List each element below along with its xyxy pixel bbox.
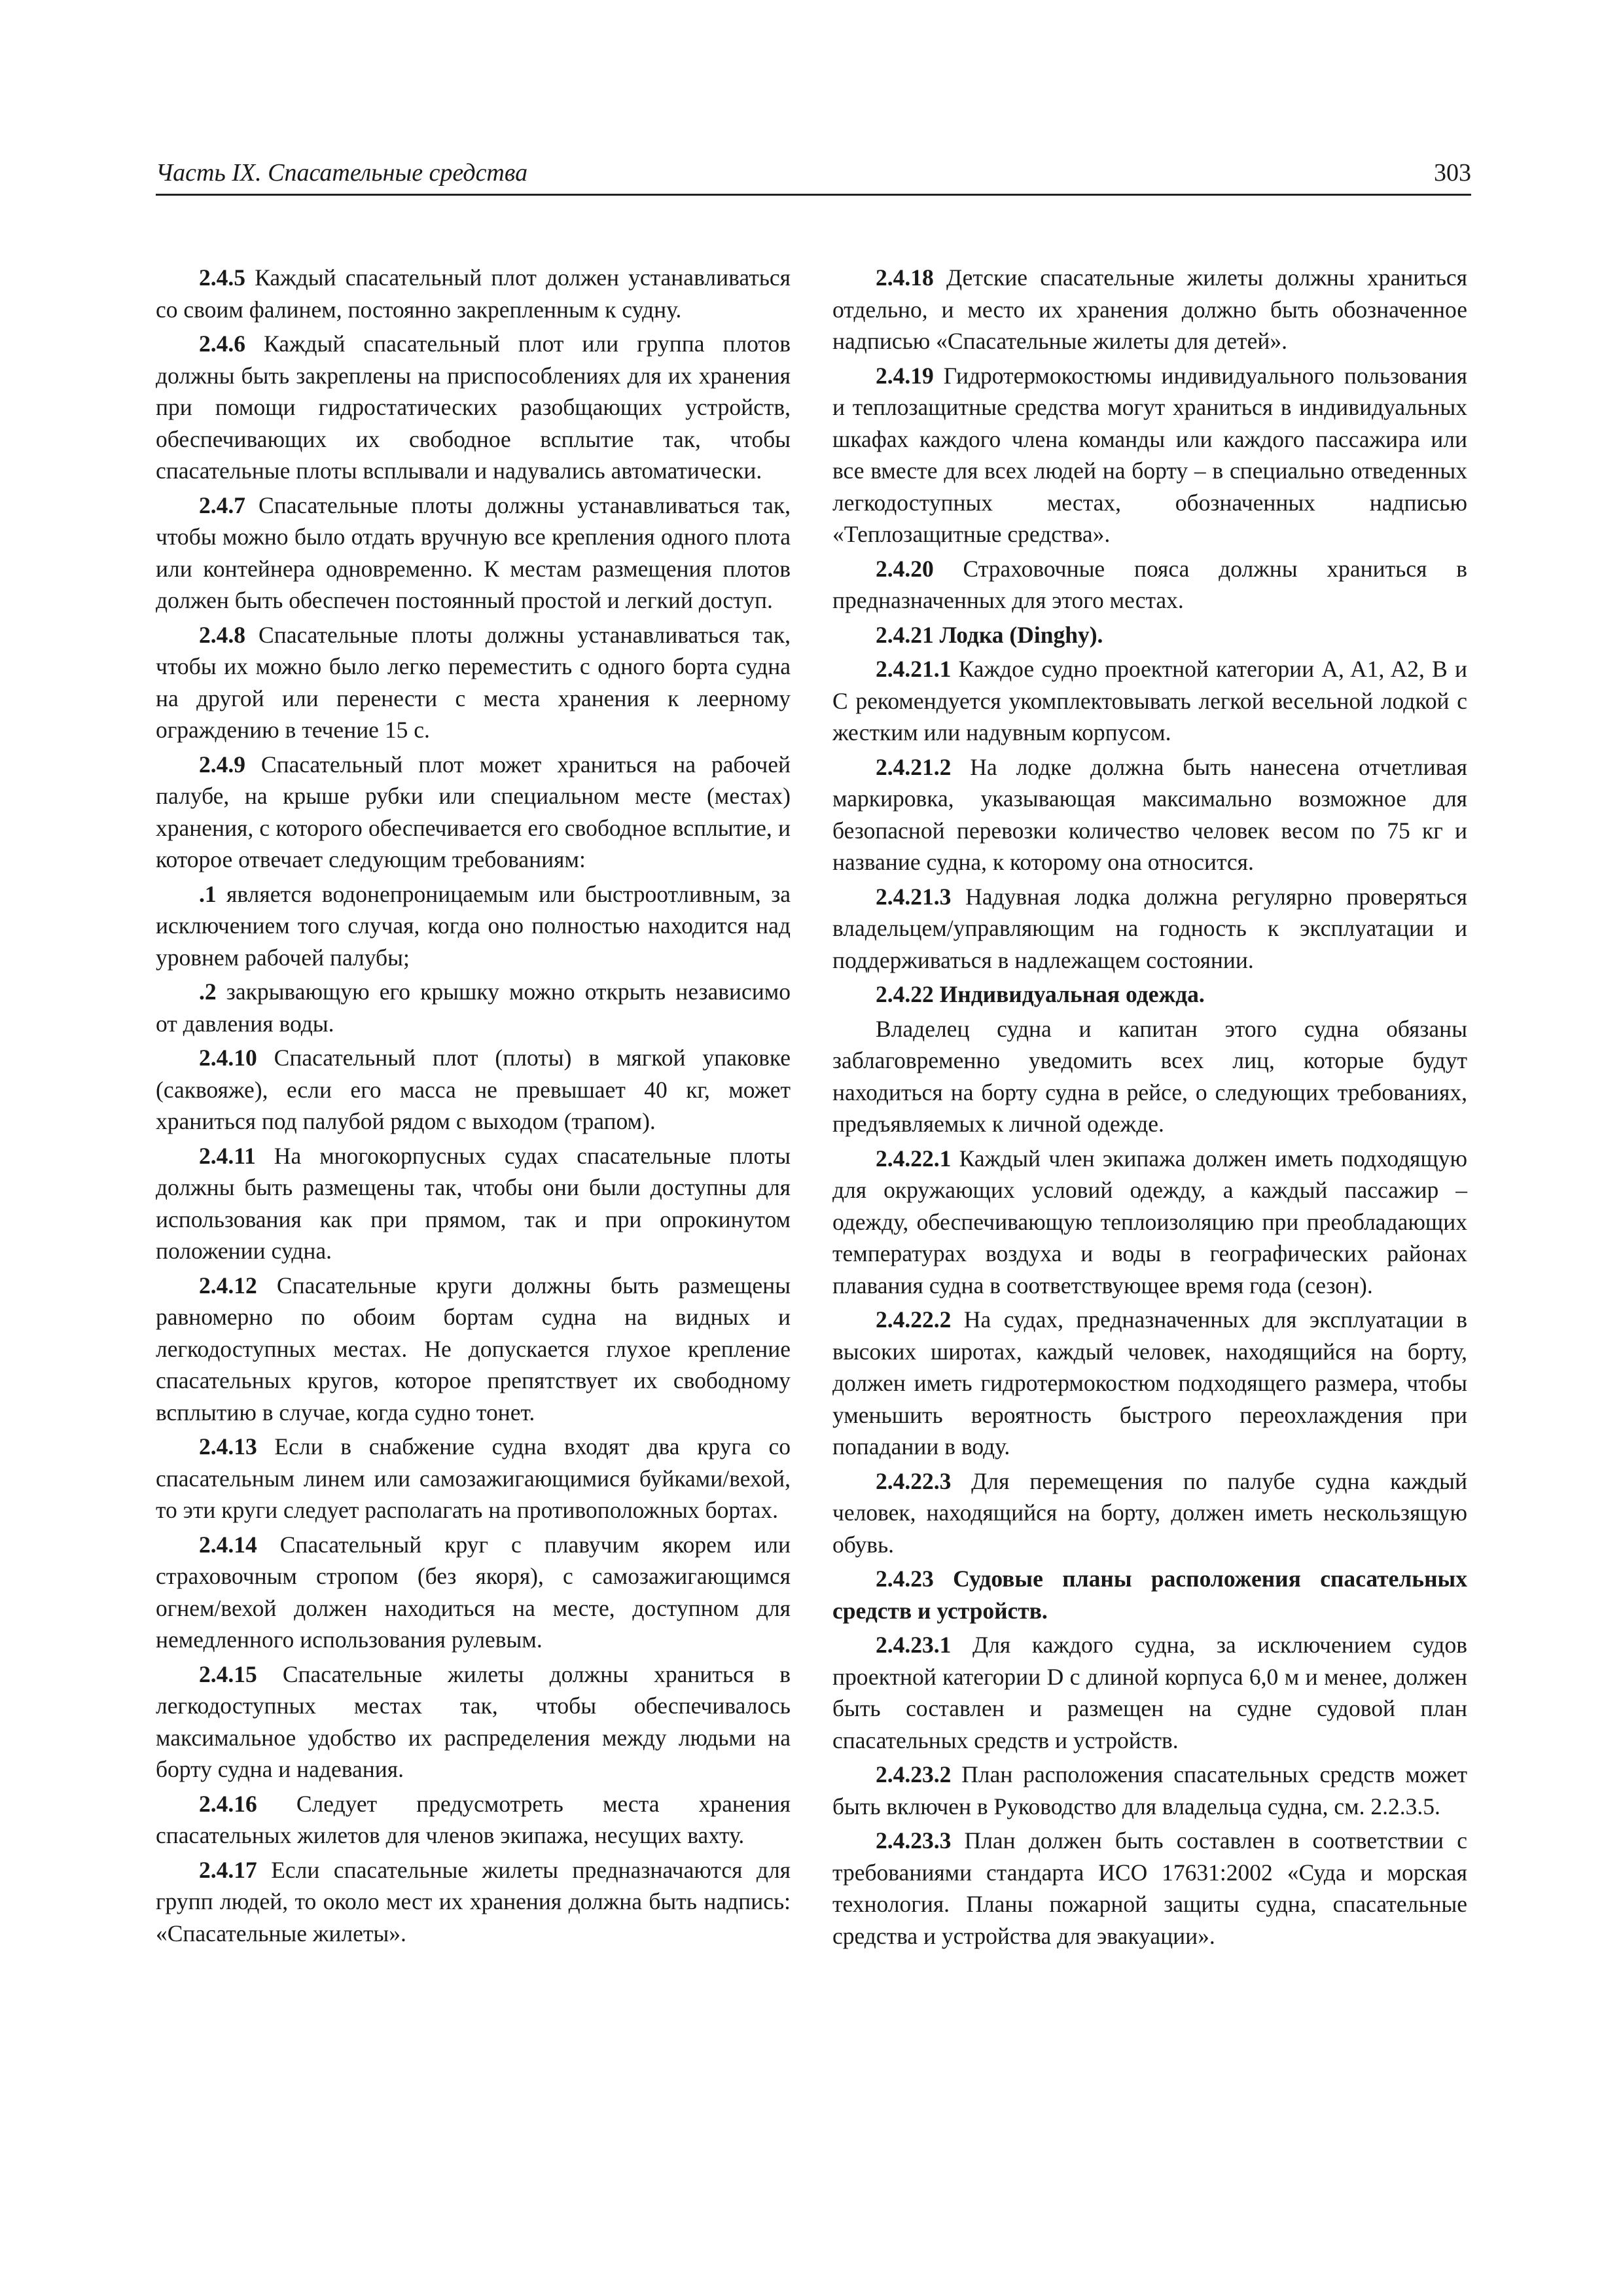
paragraph: 2.4.13 Если в снабжение судна входят два круга со спасательным линем или самозажигающимися буйками/вехой, то эти круги следует располагать на противоположных бортах. bbox=[156, 1433, 791, 1523]
paragraph: 2.4.12 Спасательные круги должны быть размещены равномерно по обоим бортам судна на видных и легкодоступных местах. Не допускается глухое крепление спасательных кругов, которое препятствует их свободному всплытию в случае, когда судно тонет. bbox=[156, 1272, 791, 1426]
paragraph: 2.4.17 Если спасательные жилеты предназначаются для групп людей, то около мест их хранения должна быть надпись: «Спасательные жилеты». bbox=[156, 1856, 791, 1946]
paragraph: 2.4.14 Спасательный круг с плавучим якорем или страховочным стропом (без якоря), с самозажигающимся огнем/вехой должен находиться на месте, доступном для немедленного использования рулевым. bbox=[156, 1531, 791, 1653]
paragraph: Владелец судна и капитан этого судна обязаны заблаговременно уведомить всех лиц, которые будут находиться на борту судна в рейсе, о следующих требованиях, предъявляемых к личной одежде. bbox=[832, 1015, 1467, 1137]
paragraph: 2.4.7 Спасательные плоты должны устанавливаться так, чтобы можно было отдать вручную все крепления одного плота или контейнера одновременно. К местам размещения плотов должен быть обеспечен постоянный простой и легкий доступ. bbox=[156, 492, 791, 613]
paragraph: 2.4.23.2 План расположения спасательных средств может быть включен в Руководство для владельца судна, см. 2.2.3.5. bbox=[832, 1761, 1467, 1820]
paragraph: 2.4.16 Следует предусмотреть места хранения спасательных жилетов для членов экипажа, несущих вахту. bbox=[156, 1790, 791, 1848]
left-column bbox=[156, 262, 791, 1952]
right-column bbox=[832, 262, 1467, 1954]
paragraph: 2.4.9 Спасательный плот может храниться на рабочей палубе, на крыше рубки или специальном месте (местах) хранения, с которого обеспечивается его свободное всплытие, и которое отвечает следующим требованиям: bbox=[156, 751, 791, 872]
paragraph: 2.4.23.1 Для каждого судна, за исключением судов проектной категории D с длиной корпуса 6,0 м и менее, должен быть составлен и размещен на судне судовой план спасательных средств и устройств. bbox=[832, 1632, 1467, 1753]
paragraph: 2.4.11 На многокорпусных судах спасательные плоты должны быть размещены так, чтобы они были доступны для использования как при прямом, так и при опрокинутом положении судна. bbox=[156, 1142, 791, 1264]
paragraph: 2.4.22.1 Каждый член экипажа должен иметь подходящую для окружающих условий одежду, а каждый пассажир – одежду, обеспечивающую теплоизоляцию при преобладающих температурах воздуха и воды в географических районах плавания судна в соответствующее время года (сезон). bbox=[832, 1145, 1467, 1299]
paragraph: 2.4.8 Спасательные плоты должны устанавливаться так, чтобы их можно было легко переместить с одного борта судна на другой или перенести с места хранения к леерному ограждению в течение 15 с. bbox=[156, 621, 791, 743]
paragraph: 2.4.15 Спасательные жилеты должны храниться в легкодоступных местах так, чтобы обеспечивалось максимальное удобство их распределения между людьми на борту судна и надевания. bbox=[156, 1660, 791, 1782]
page-header bbox=[156, 154, 1471, 196]
paragraph: 2.4.22.3 Для перемещения по палубе судна каждый человек, находящийся на борту, должен иметь нескользящую обувь. bbox=[832, 1467, 1467, 1558]
list-item: .1 является водонепроницаемым или быстроотливным, за исключением того случая, когда оно полностью находится над уровнем рабочей палубы; bbox=[156, 880, 791, 971]
paragraph: 2.4.23.3 План должен быть составлен в соответствии с требованиями стандарта ИСО 17631:2002 «Суда и морская технология. Планы пожарной защиты судна, спасательные средства и устройства для эвакуации». bbox=[832, 1827, 1467, 1949]
section-heading: 2.4.22 Индивидуальная одежда. bbox=[876, 981, 1205, 1007]
paragraph: 2.4.6 Каждый спасательный плот или группа плотов должны быть закреплены на приспособлениях для их хранения при помощи гидростатических разобщающих устройств, обеспечивающих их свободное всплытие так, чтобы спасательные плоты всплывали и надувались автоматически. bbox=[156, 331, 791, 484]
paragraph: 2.4.21.1 Каждое судно проектной категории A, A1, A2, B и C рекомендуется укомплектовывать легкой весельной лодкой с жестким или надувным корпусом. bbox=[832, 656, 1467, 745]
page-number: 303 bbox=[1434, 159, 1471, 187]
paragraph: 2.4.10 Спасательный плот (плоты) в мягкой упаковке (саквояже), если его масса не превышает 40 кг, может храниться под палубой рядом с выходом (трапом). bbox=[156, 1045, 791, 1134]
paragraph: 2.4.21.2 На лодке должна быть нанесена отчетливая маркировка, указывающая максимально возможное для безопасной перевозки количество человек весом по 75 кг и название судна, к которому она относится. bbox=[832, 753, 1467, 875]
paragraph: 2.4.5 Каждый спасательный плот должен устанавливаться со своим фалинем, постоянно закрепленным к судну. bbox=[156, 264, 791, 323]
paragraph: 2.4.19 Гидротермокостюмы индивидуального пользования и теплозащитные средства могут храниться в индивидуальных шкафах каждого члена команды или каждого пассажира или все вместе для всех людей на борту – в специально отведенных легкодоступных местах, обозначенных надписью «Теплозащитные средства». bbox=[832, 362, 1467, 547]
paragraph: 2.4.20 Страховочные пояса должны храниться в предназначенных для этого местах. bbox=[832, 555, 1467, 613]
paragraph: 2.4.18 Детские спасательные жилеты должны храниться отдельно, и место их хранения должно быть обозначенное надписью «Спасательные жилеты для детей». bbox=[832, 264, 1467, 354]
paragraph: 2.4.21.3 Надувная лодка должна регулярно проверяться владельцем/управляющим на годность к эксплуатации и поддерживаться в надлежащем состоянии. bbox=[832, 883, 1467, 973]
section-heading: 2.4.21 Лодка (Dinghy). bbox=[876, 621, 1103, 648]
section-heading: 2.4.23 Судовые планы расположения спасательных средств и устройств. bbox=[832, 1566, 1467, 1624]
list-item: .2 закрывающую его крышку можно открыть независимо от давления воды. bbox=[156, 978, 791, 1037]
paragraph: 2.4.22.2 На судах, предназначенных для эксплуатации в высоких широтах, каждый человек, находящийся на борту, должен иметь гидротермокостюм подходящего размера, чтобы уменьшить вероятность быстрого переохлаждения при попадании в воду. bbox=[832, 1306, 1467, 1460]
running-title: Часть IX. Спасательные средства bbox=[156, 159, 528, 187]
